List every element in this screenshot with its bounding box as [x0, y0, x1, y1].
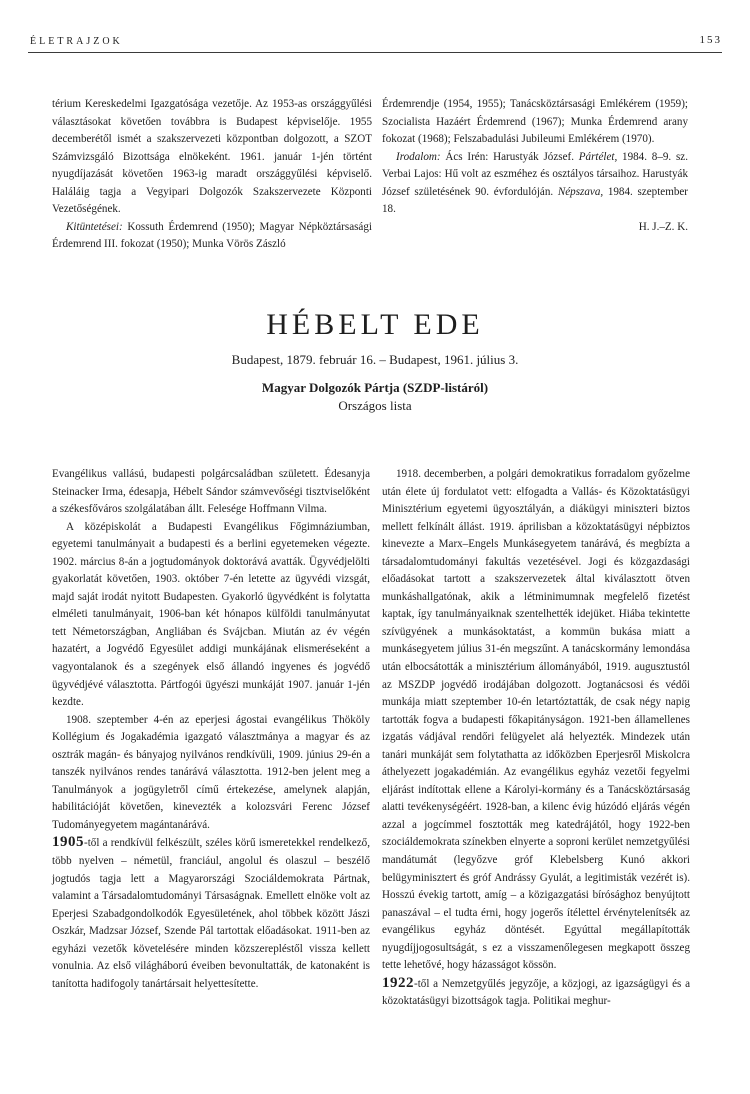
literature-text: 1984. 8–9. sz. Verbai Lajos: Hű volt az eszméhez és osztályos társaihoz. Harustyák József születésének 90. évfordulóján. [382, 150, 688, 198]
biography-paragraph: Evangélikus vallású, budapesti polgárcsaládban született. Édesanyja Steinacker Irma, édesapja, Hébelt Sándor számvevőségi tisztviselőként a székesfőváros szolgálatában állt. Felesége Hoffmann Vilma. [52, 468, 370, 516]
entry-party: Magyar Dolgozók Pártja (SZDP-listáról) [261, 380, 489, 395]
previous-entry-paragraph: térium Kereskedelmi Igazgatósága vezetője. Az 1953-as országgyűlési választásokat követően továbbra is Budapest képviselője. 1955 decemberétől ismét a szakszervezeti központban dolgozott, a SZOT Számvizsgáló Bizottsága elnökeként. 1961. január 1-jén történt nyugdíjazását követően 1963-ig maradt országgyűlési képviselő. Haláláig tagja a Vegyipari Dolgozók Szakszervezete Központi Vezetőségének. [52, 98, 372, 216]
literature-text: 1984. szeptember 18. [382, 185, 688, 216]
literature-paragraph [382, 149, 688, 219]
biography-paragraph: 1908. szeptember 4-én az eperjesi ágostai evangélikus Thököly Kollégium és Jogakadémia igazgató választmánya a magyar és az osztrák magán- és bányajog nyilvános rendkívüli, 1909. június 29-én a tanszék nyilvános rendes tanárává választotta. 1912-ben jelent meg a Tanulmányok a jogügyletről című értekezése, amelynek alapján, habilitációját követően, kinevezték a kolozsvári Ferenc József Tudományegyetem magántanárává. [52, 713, 370, 831]
biography-column-left [52, 466, 370, 993]
literature-title: Népszava, [557, 185, 604, 198]
biography-paragraph: A középiskolát a Budapesti Evangélikus Főgimnáziumban, egyetemi tanulmányait a budapesti és a berlini egyetemeken végezte. 1902. március 8-án a jogtudományok doktorává avatták. Ügyvédjelölti gyakorlatát követően, 1903. október 7-én letette az ügyvédi vizsgát, majd saját irodát nyitott Budapesten. Gyakorló ügyvédként is folytatta elméleti tanulmányait, 1906-ban két hónapos külföldi tanulmányutat tett Németországban, Angliában és Svájcban. Miután az év végén hazatért, a Jogvédő Egyesület addigi munkájának elismeréseként a vagyontalanok és a szegények első állandó ingyenes és jogvédő ügyvédjévé választotta. Pártfogói ügyészi munkáját 1907. január 1-jén kezdte. [52, 520, 370, 709]
awards-continued: Érdemrendje (1954, 1955); Tanácsköztársasági Emlékérem (1959); Szocialista Hazáért Érdemrend (1967); Munka Érdemrend arany fokozat (1968); Felszabadulási Jubileumi Emlékérem (1970). [382, 98, 688, 146]
previous-entry-column-left [52, 96, 372, 254]
biography-paragraph: 1918. decemberben, a polgári demokratikus forradalom győzelme után élete új fordulatot vett: elfogadta a Vallás- és Közoktatásügyi Minisztérium egyetemi ügyosztályán, a diákügyi miniszteri biztos mellett felkínált állást. 1919. áprilisban a közoktatásügyi népbiztos kinevezte a Marx–Engels Munkásegyetem tanárává, és megbízta a társadalomtudományi fakultás vezetésével. Jogi és közgazdasági előadásokat tartott a szakszervezetek által kiválasztott ötven munkáshallgatónak, akik a létminimumnak megfelelő fizetést kaptak, így tanulmányaiknak szentelhették idejüket. Hiába tekintette szívügyének a munkásoktatást, a kommün bukása miatt a munkásegyetem július 31-én megszűnt. A tanácskormány lemondása után elbocsátották a minisztérium állományából, 1919. augusztustól az MSZDP jogvédő irodájában dolgozott. Jogtanácsosi és védői munkája miatt szeptember 10-én letartóztatták, de csak négy napig tartották fogva a budapesti főkapitányságon. 1921-ben államellenes izgatás vádjával rendőri felügyelet alá helyezték. Mindezek után tanári munkáját sem folytathatta az időközben Eperjesről Miskolcra áthelyezett jogakadémián. Az evangélikus egyház vezetői fegyelmi eljárást indítottak ellene a Károlyi-kormány és a Tanácsköztársaság alatti tevékenységéért. 1928-ban, a kilenc évig húzódó eljárás végén azzal a jogcímmel fosztották meg katedrájától, hogy 1922-ben szociáldemokrata színekben elnyerte a soproni kerület nemzetgyűlési mandátumát (legyőzve gróf Klebelsberg Kunó akkori belügyminisztert és gróf Andrássy Gyulát, a legitimisták vezérét is). Hosszú évekig tartott, amíg – a közigazgatási bírósághoz benyújtott panaszával – el tudta érni, hogy jogerős ítélettel érvénytelenítsék az evangélikus egyház döntését. Egyúttal megállapították nyugdíjjogosultságát, s ez a visszamenőlegesen megkapott összeg tette lehetővé, hogy házasságot kössön. [382, 468, 690, 972]
paragraph-text: -től a Nemzetgyűlés jegyzője, a közjogi, az igazságügyi és a közoktatásügyi bizottságok tagja. Politikai meghur- [382, 977, 690, 1008]
awards-text: Kossuth Érdemrend (1950); Magyar Népköztársasági Érdemrend III. fokozat (1950); Munka Vörös Zászló [52, 220, 372, 251]
awards-label: Kitüntetései: [66, 220, 123, 233]
literature-label: Irodalom: [396, 150, 441, 163]
page-number: 153 [699, 34, 722, 46]
running-head: ÉLETRAJZOK [30, 36, 123, 47]
entry-name: HÉBELT EDE [266, 308, 484, 341]
literature-text: Ács Irén: Harustyák József. [440, 150, 579, 163]
year-marker: 1905 [52, 834, 84, 851]
literature-title: Pártélet, [578, 150, 618, 163]
header-rule [28, 52, 722, 53]
biography-column-right [382, 466, 690, 1011]
paragraph-text: -től a rendkívül felkészült, széles körű ismeretekkel rendelkező, több nyelven – németül, franciául, angolul és olaszul – beszélő jogtudós tagja lett a Magyarországi Szociáldemokrata Pártnak, valamint a Társadalomtudományi Társaságnak. Emellett elnöke volt az Eperjesi Szabadgondolkodók Egyesületének, ahol többek között Jászi Oszkár, Madzsar József, Szende Pál tartottak előadásokat. 1911-ben az egyházi vezetők követelésére minden közszerepléstől vissza kellett vonulnia. Az első világháború éveiben bevonultatták, de katonaként is tanította hadifogoly tanártársait helyettesítette. [52, 837, 370, 990]
biography-paragraph [52, 834, 370, 993]
entry-life-dates: Budapest, 1879. február 16. – Budapest, 1961. július 3. [231, 352, 519, 367]
author-signature: H. J.–Z. K. [638, 220, 688, 233]
entry-list: Országos lista [338, 398, 412, 413]
awards-paragraph [52, 219, 372, 254]
previous-entry-column-right [382, 96, 688, 236]
biography-paragraph [382, 975, 690, 1011]
year-marker: 1922 [382, 974, 414, 991]
